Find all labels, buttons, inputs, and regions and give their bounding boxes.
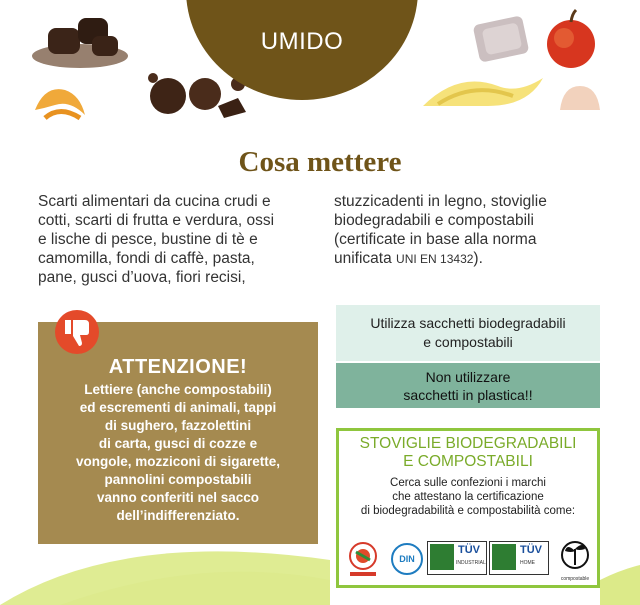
text-line: camomilla, fondi di caffè, pasta,	[38, 250, 255, 267]
stoviglie-box	[336, 428, 600, 588]
right-column-text	[334, 192, 604, 269]
section-title: Cosa mettere	[238, 146, 402, 178]
use-bags-box	[336, 305, 600, 361]
din-logo: DIN	[391, 543, 423, 575]
thumbs-down-icon	[55, 310, 99, 354]
warning-line: ed escrementi di animali, tappi	[79, 400, 277, 415]
warning-line: Lettiere (anche compostabili)	[84, 382, 272, 397]
no-plastic-line: sacchetti in plastica!!	[403, 386, 533, 403]
warning-title: ATTENZIONE!	[108, 356, 248, 378]
orange-peel-image	[30, 80, 90, 125]
left-column-text	[38, 192, 318, 287]
text-line: (certificate in base alla norma	[334, 231, 537, 248]
stoviglie-title-line: E COMPOSTABILI	[403, 453, 533, 470]
tuv-text: TÜV	[458, 544, 480, 556]
fish-image	[470, 10, 532, 65]
apple-image	[542, 8, 600, 70]
cic-logo	[346, 539, 380, 579]
no-plastic-line: Non utilizzare	[425, 368, 511, 385]
norm-code: UNI EN 13432	[396, 252, 474, 266]
eggshell-image	[555, 82, 605, 114]
warning-line: pannolini compostabili	[104, 472, 252, 487]
stoviglie-text-line: di biodegradabilità e compostabilità come:	[360, 505, 576, 517]
warning-line: di carta, gusci di cozze e	[98, 436, 258, 451]
warning-line: di sughero, fazzolettini	[104, 418, 252, 433]
text-line: pane, gusci d’uova, fiori recisi,	[38, 269, 246, 286]
tuv-industrial-logo	[427, 541, 487, 575]
use-bags-line: Utilizza sacchetti biodegradabili	[370, 315, 566, 331]
compostable-label: compostable	[560, 576, 590, 582]
text-line: biodegradabili e compostabili	[334, 212, 534, 229]
page-title: UMIDO	[260, 28, 344, 55]
norm-prefix: unificata	[334, 250, 397, 267]
tuv-home-logo	[489, 541, 549, 575]
text-line: cotti, scarti di frutta e verdura, ossi	[38, 212, 275, 229]
warning-line: vanno conferiti nel sacco	[96, 490, 260, 505]
stoviglie-text	[339, 476, 597, 518]
stoviglie-text-line: Cerca sulle confezioni i marchi	[390, 477, 546, 489]
warning-line: dell’indifferenziato.	[116, 508, 240, 523]
tuv-sub: HOME	[520, 560, 535, 566]
stoviglie-text-line: che attestano la certificazione	[392, 491, 544, 503]
norm-suffix: ).	[473, 250, 483, 267]
text-line: Scarti alimentari da cucina crudi e	[38, 193, 271, 210]
warning-line: vongole, mozziconi di sigarette,	[75, 454, 281, 469]
text-line: e lische di pesce, bustine di tè e	[38, 231, 258, 248]
stoviglie-title-line: STOVIGLIE BIODEGRADABILI	[359, 435, 577, 452]
no-plastic-box	[336, 363, 600, 408]
banana-peel-image	[418, 66, 548, 114]
coffee-grounds-image	[30, 8, 130, 73]
use-bags-line: e compostabili	[423, 334, 513, 350]
text-line	[334, 249, 604, 269]
tuv-text: TÜV	[520, 544, 542, 556]
warning-text	[48, 381, 308, 525]
text-line: stuzzicadenti in legno, stoviglie	[334, 193, 547, 210]
stoviglie-title	[339, 435, 597, 471]
tuv-sub: INDUSTRIAL	[456, 560, 486, 566]
